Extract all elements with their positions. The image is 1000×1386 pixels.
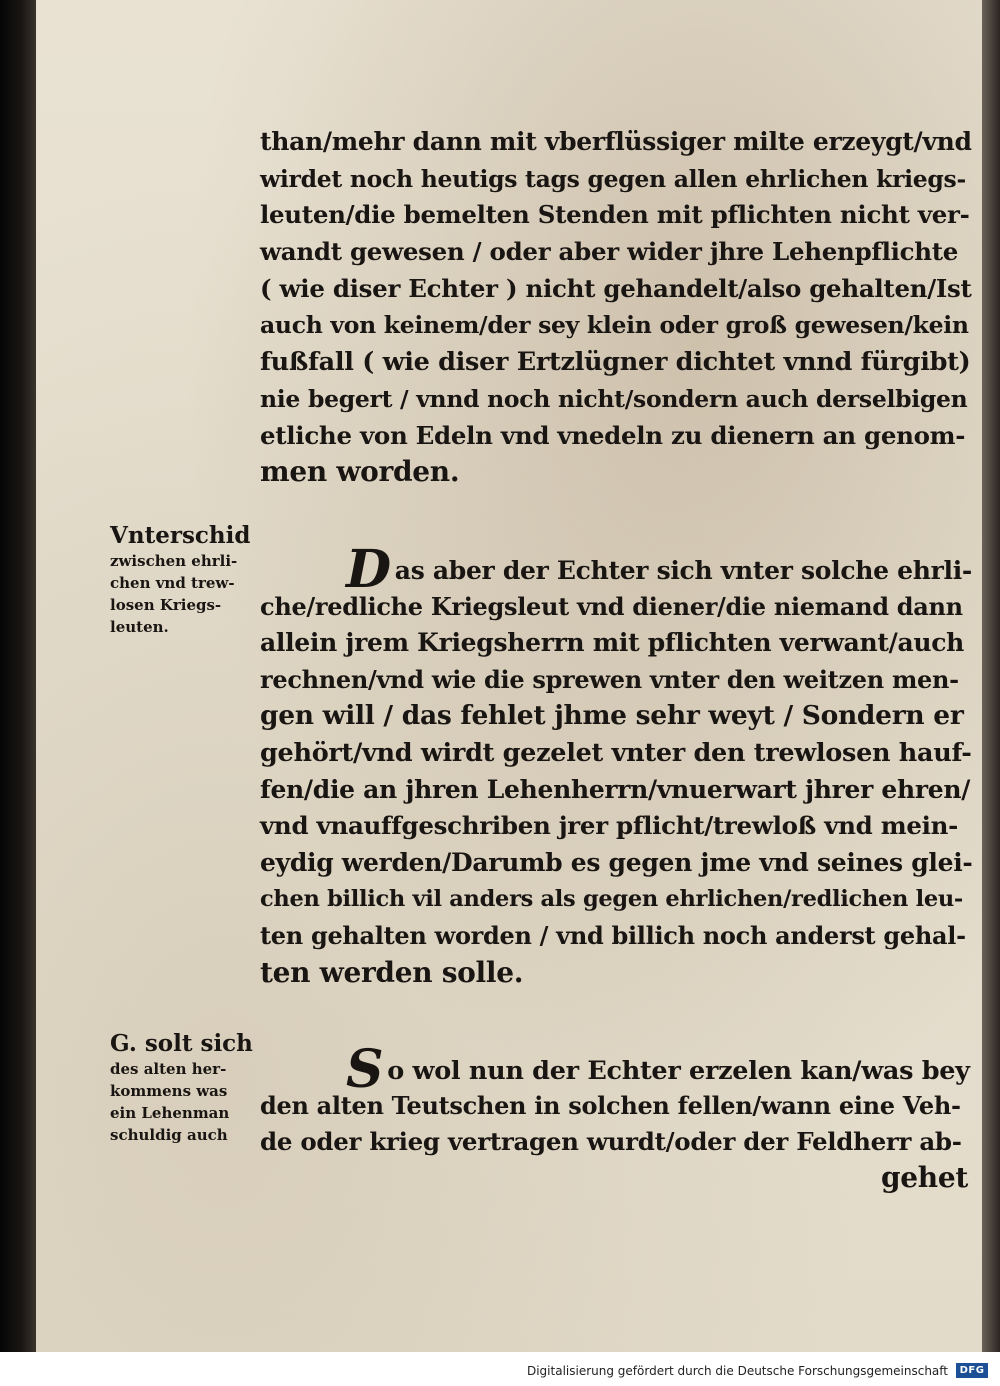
- paragraph-1: [260, 124, 972, 491]
- marginal-note-1: [110, 522, 266, 638]
- text-line: gehört/vnd wirdt gezelet vnter den trewlosen hauf-: [260, 737, 972, 768]
- text-line: ( wie diser Echter ) nicht gehandelt/also gehalten/Ist: [260, 273, 972, 303]
- drop-cap-initial: D: [346, 539, 391, 600]
- text-line: auch von keinem/der sey klein oder groß gewesen/kein: [260, 311, 969, 340]
- paragraph-3: [260, 1039, 972, 1196]
- text-line-with-initial: [260, 1039, 972, 1100]
- page-edge-shadow: [982, 0, 1000, 1352]
- marginal-note-line: losen Kriegs-: [110, 596, 222, 614]
- marginal-note-2: [110, 1030, 266, 1146]
- text-line: de oder krieg vertragen wurdt/oder der Feldherr ab-: [260, 1127, 962, 1156]
- text-line: as aber der Echter sich vnter solche ehrli-: [394, 556, 972, 585]
- text-line: chen billich vil anders als gegen ehrlichen/redlichen leu-: [260, 886, 963, 913]
- text-line: vnd vnauffgeschriben jrer pflicht/trewloß vnd mein-: [260, 811, 959, 841]
- text-line: ten werden solle.: [260, 955, 524, 989]
- text-line: ten gehalten worden / vnd billich noch anderst gehal-: [260, 920, 966, 950]
- drop-cap-initial: S: [346, 1039, 384, 1100]
- text-line: wandt gewesen / oder aber wider jhre Lehenpflichte: [260, 237, 959, 267]
- text-line: leuten/die bemelten Stenden mit pflichten nicht ver-: [260, 200, 970, 230]
- text-line: nie begert / vnnd noch nicht/sondern auch derselbigen: [260, 384, 968, 413]
- marginal-note-line: kommens was: [110, 1082, 228, 1100]
- catchword: gehet: [881, 1161, 968, 1194]
- text-line: eydig werden/Darumb es gegen jme vnd seines glei-: [260, 847, 973, 877]
- text-line: den alten Teutschen in solchen fellen/wann eine Veh-: [260, 1091, 961, 1120]
- text-line: o wol nun der Echter erzelen kan/was bey: [387, 1056, 970, 1086]
- marginal-note-head: Vnterschid: [110, 522, 251, 549]
- text-line: rechnen/vnd wie die sprewen vnter den weitzen men-: [260, 664, 959, 694]
- marginal-note-line: leuten.: [110, 618, 169, 636]
- text-line: etliche von Edeln vnd vnedeln zu dienern an genom-: [260, 420, 966, 450]
- text-line: allein jrem Kriegsherrn mit pflichten verwant/auch: [260, 628, 965, 658]
- text-line: fen/die an jhren Lehenherrn/vnuerwart jhrer ehren/: [260, 774, 971, 804]
- marginal-note-line: chen vnd trew-: [110, 574, 235, 592]
- dfg-logo: DFG: [956, 1363, 988, 1378]
- scanned-page: [36, 0, 982, 1352]
- page-binding-shadow: [0, 0, 36, 1352]
- marginal-note-line: zwischen ehrli-: [110, 552, 238, 570]
- funding-credit: Digitalisierung gefördert durch die Deutsche Forschungsgemeinschaft: [526, 1364, 948, 1378]
- text-line: fußfall ( wie diser Ertzlügner dichtet vnnd fürgibt): [260, 347, 971, 378]
- text-line: gen will / das fehlet jhme sehr weyt / Sondern er: [260, 700, 964, 732]
- marginal-note-line: schuldig auch: [110, 1126, 228, 1144]
- paragraph-2: [260, 539, 973, 991]
- marginal-note-head: G. solt sich: [110, 1030, 253, 1057]
- footer-bar: [0, 1352, 1000, 1386]
- text-line-with-initial: [260, 539, 972, 600]
- marginal-note-line: des alten her-: [110, 1060, 227, 1078]
- text-line: wirdet noch heutigs tags gegen allen ehrlichen kriegs-: [260, 164, 966, 193]
- text-line: che/redliche Kriegsleut vnd diener/die niemand dann: [260, 591, 963, 621]
- marginal-note-line: ein Lehenman: [110, 1104, 230, 1122]
- text-line: than/mehr dann mit vberflüssiger milte erzeygt/vnd: [260, 127, 972, 156]
- text-line: men worden.: [260, 455, 460, 489]
